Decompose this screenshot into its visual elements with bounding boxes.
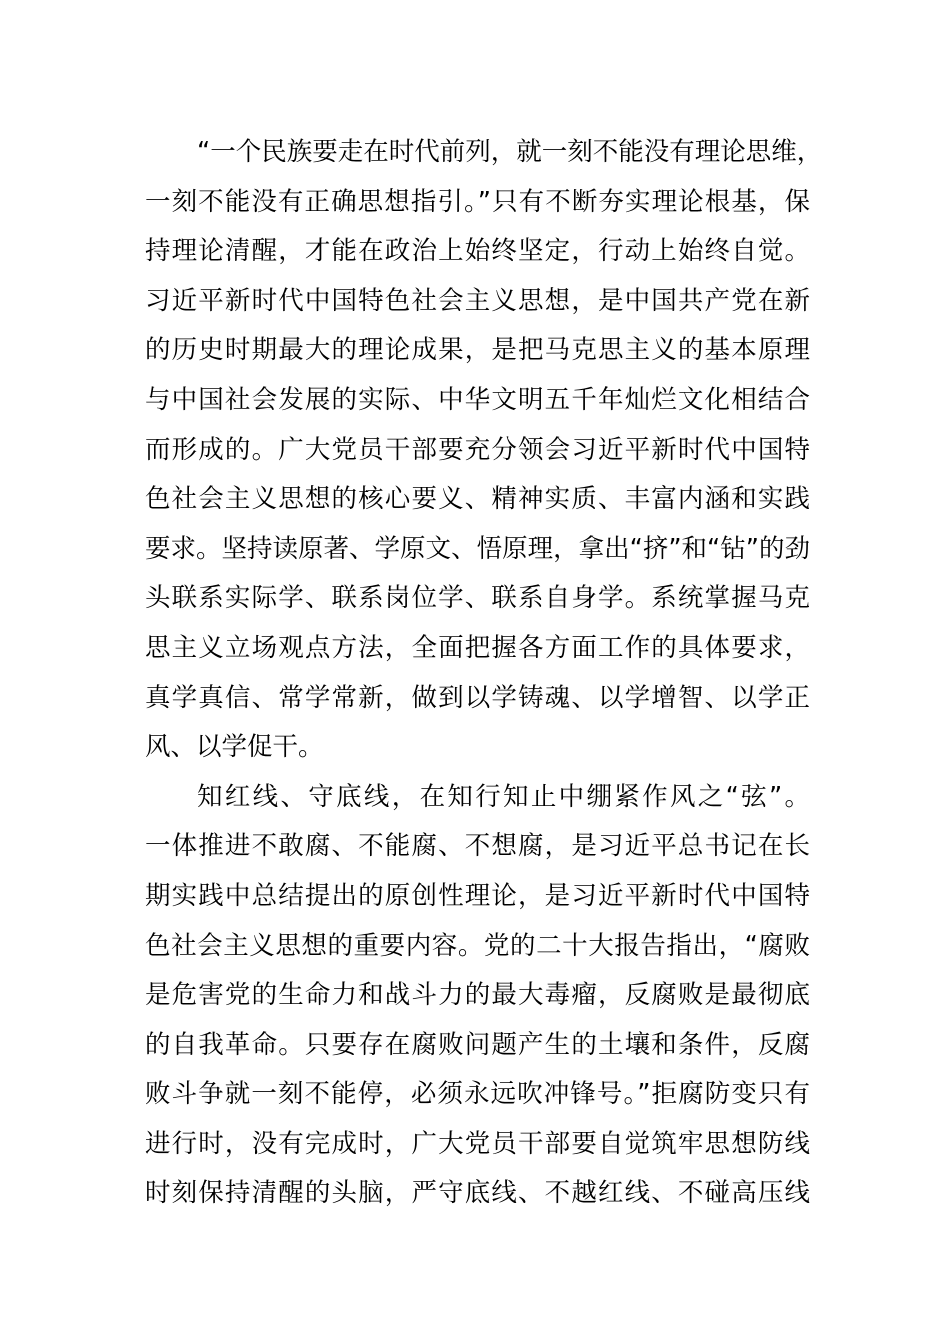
text-line: 时刻保持清醒的头脑，严守底线、不越红线、不碰高压线 xyxy=(145,1178,810,1209)
text-line: 色社会主义思想的核心要义、精神实质、丰富内涵和实践 xyxy=(145,484,810,515)
document-body xyxy=(145,128,823,1219)
text-line: 要求。坚持读原著、学原文、悟原理，拿出“挤”和“钻”的劲 xyxy=(145,533,810,564)
paragraph-2 xyxy=(145,773,810,1219)
text-line: 与中国社会发展的实际、中华文明五千年灿烂文化相结合 xyxy=(145,384,810,415)
text-line: 而形成的。广大党员干部要充分领会习近平新时代中国特 xyxy=(145,434,810,465)
text-line: “一个民族要走在时代前列，就一刻不能没有理论思维， xyxy=(197,137,823,167)
text-line: 色社会主义思想的重要内容。党的二十大报告指出，“腐败 xyxy=(145,930,810,961)
text-line: 头联系实际学、联系岗位学、联系自身学。系统掌握马克 xyxy=(145,583,810,614)
text-line: 的自我革命。只要存在腐败问题产生的土壤和条件，反腐 xyxy=(145,1029,810,1060)
text-line: 是危害党的生命力和战斗力的最大毒瘤，反腐败是最彻底 xyxy=(145,980,810,1011)
text-line: 知红线、守底线，在知行知止中绷紧作风之“弦”。 xyxy=(197,781,810,812)
text-line: 进行时，没有完成时，广大党员干部要自觉筑牢思想防线 xyxy=(145,1128,810,1159)
text-line: 思主义立场观点方法，全面把握各方面工作的具体要求， xyxy=(145,632,810,663)
text-line: 一刻不能没有正确思想指引。”只有不断夯实理论根基，保 xyxy=(145,186,810,217)
text-line: 一体推进不敢腐、不能腐、不想腐，是习近平总书记在长 xyxy=(145,831,810,862)
text-line: 败斗争就一刻不能停，必须永远吹冲锋号。”拒腐防变只有 xyxy=(145,1079,810,1110)
text-line: 真学真信、常学常新，做到以学铸魂、以学增智、以学正 xyxy=(145,682,810,713)
text-line: 习近平新时代中国特色社会主义思想，是中国共产党在新 xyxy=(145,285,810,316)
text-line: 持理论清醒，才能在政治上始终坚定，行动上始终自觉。 xyxy=(145,236,810,267)
paragraph-1 xyxy=(145,128,823,773)
text-line: 期实践中总结提出的原创性理论，是习近平新时代中国特 xyxy=(145,880,810,911)
text-line: 风、以学促干。 xyxy=(145,732,324,763)
text-line: 的历史时期最大的理论成果，是把马克思主义的基本原理 xyxy=(145,335,810,366)
